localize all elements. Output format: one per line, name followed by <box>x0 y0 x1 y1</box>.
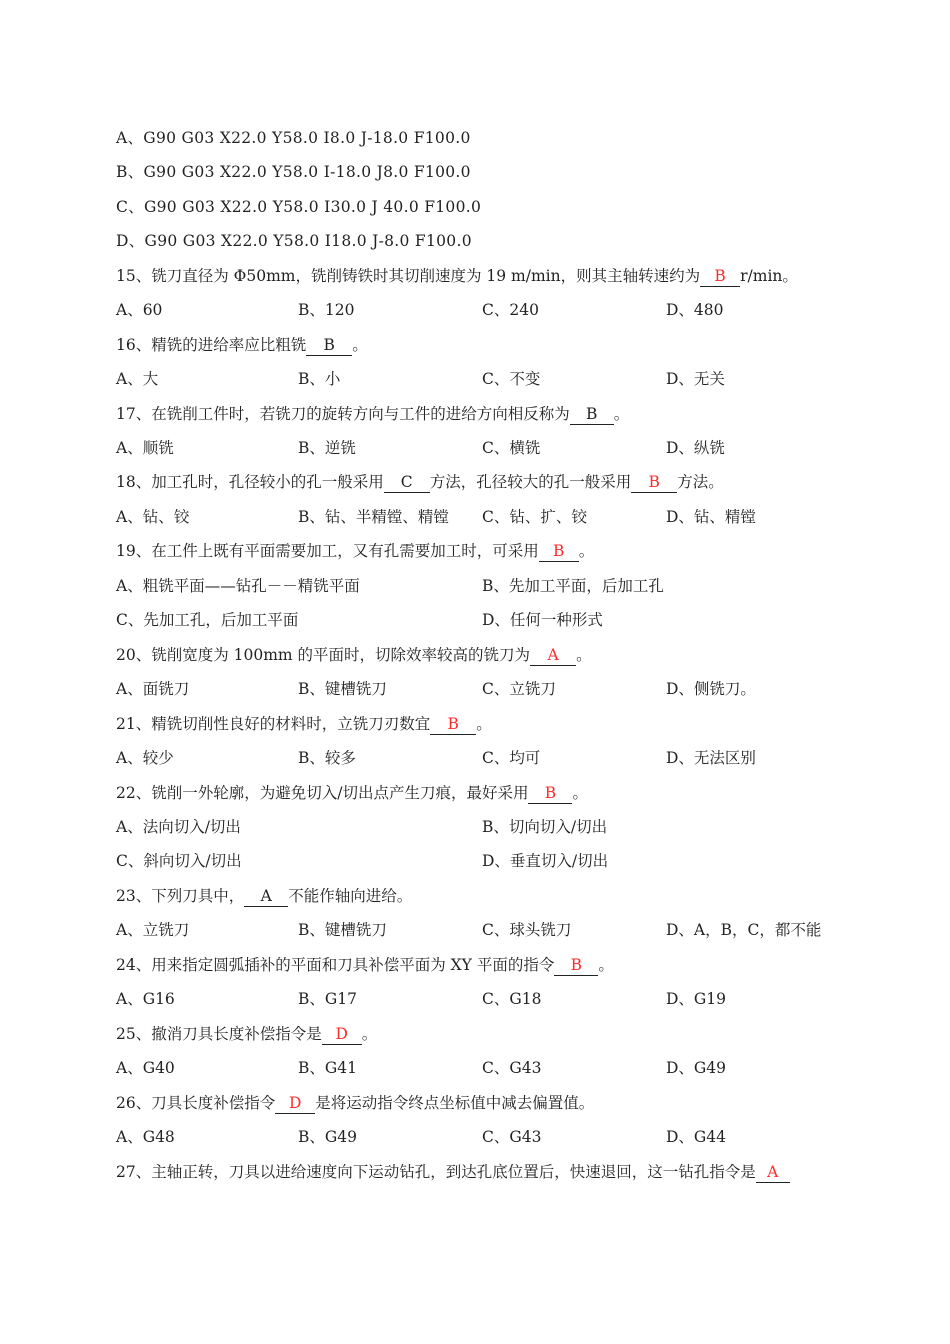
question-text: 22、铣削一外轮廓，为避免切入/切出点产生刀痕，最好采用 <box>116 784 529 802</box>
option-b: B、120 <box>298 301 355 319</box>
question-text: 16、精铣的进给率应比粗铣 <box>116 336 307 354</box>
question-text-end: 。 <box>613 405 630 423</box>
option-a: A、面铣刀 <box>116 680 190 698</box>
option-d: D、G19 <box>666 990 727 1008</box>
options-20 <box>116 677 876 701</box>
option-c: C、G18 <box>482 990 542 1008</box>
question-text-middle: 方法，孔径较大的孔一般采用 <box>429 473 632 491</box>
option-c: C、240 <box>482 301 539 319</box>
code-option-b: B、G90 G03 X22.0 Y58.0 I-18.0 J8.0 F100.0 <box>116 163 471 181</box>
options-24 <box>116 987 876 1011</box>
question-text-end: 。 <box>598 956 614 974</box>
question-15 <box>116 264 876 288</box>
question-23 <box>116 884 876 908</box>
answer-blank: D <box>275 1094 315 1114</box>
option-b: B、小 <box>298 370 341 388</box>
answer-blank: B <box>528 784 572 804</box>
question-text: 23、下列刀具中， <box>116 887 245 905</box>
question-text: 25、撤消刀具长度补偿指令是 <box>116 1025 322 1043</box>
option-a: A、大 <box>116 370 159 388</box>
question-18 <box>116 470 876 494</box>
answer-blank: B <box>554 956 598 976</box>
question-text-end: 。 <box>476 715 492 733</box>
question-text-end: 。 <box>576 646 592 664</box>
options-22-row2 <box>116 849 876 873</box>
answer-blank-2: B <box>631 473 677 493</box>
option-a: A、法向切入/切出 <box>116 818 241 836</box>
option-b: B、钻、半精镗、精镗 <box>298 508 449 526</box>
question-text-end: 方法。 <box>677 473 724 491</box>
option-a: A、钻、铰 <box>116 508 190 526</box>
question-text-end: 。 <box>578 542 595 560</box>
option-a: A、G16 <box>116 990 175 1008</box>
option-b: B、G41 <box>298 1059 357 1077</box>
option-c: C、立铣刀 <box>482 680 556 698</box>
question-24 <box>116 953 876 977</box>
options-17 <box>116 436 876 460</box>
answer-blank: B <box>539 542 579 562</box>
question-22 <box>116 781 876 805</box>
answer-blank: A <box>756 1163 790 1183</box>
option-b: B、键槽铣刀 <box>298 680 387 698</box>
question-27 <box>116 1160 836 1184</box>
option-b: B、切向切入/切出 <box>482 818 608 836</box>
question-text: 21、精铣切削性良好的材料时，立铣刀刃数宜 <box>116 715 431 733</box>
question-text: 27、主轴正转，刀具以进给速度向下运动钻孔，到达孔底位置后，快速退回，这一钻孔指令是 <box>116 1163 756 1181</box>
question-20 <box>116 643 876 667</box>
option-b: B、先加工平面，后加工孔 <box>482 577 664 595</box>
option-d: D、钻、精镗 <box>666 508 756 526</box>
question-text-end: 。 <box>572 784 588 802</box>
option-c: C、球头铣刀 <box>482 921 572 939</box>
question-text: 24、用来指定圆弧插补的平面和刀具补偿平面为 XY 平面的指令 <box>116 956 555 974</box>
option-b: B、逆铣 <box>298 439 356 457</box>
options-19-row2 <box>116 608 876 632</box>
option-a: A、60 <box>116 301 163 319</box>
option-a: A、G48 <box>116 1128 175 1146</box>
option-d: D、任何一种形式 <box>482 611 603 629</box>
option-c: C、斜向切入/切出 <box>116 852 242 870</box>
answer-blank: A <box>530 646 576 666</box>
option-c: C、钻、扩、铰 <box>482 508 587 526</box>
option-c: C、横铣 <box>482 439 541 457</box>
question-text: 19、在工件上既有平面需要加工，又有孔需要加工时，可采用 <box>116 542 539 560</box>
options-23 <box>116 918 876 942</box>
option-b: B、较多 <box>298 749 356 767</box>
option-c: C、均可 <box>482 749 541 767</box>
question-text-end: 。 <box>352 336 368 354</box>
option-d: D、无关 <box>666 370 725 388</box>
option-d: D、G44 <box>666 1128 727 1146</box>
answer-blank: B <box>430 715 476 735</box>
option-d: D、垂直切入/切出 <box>482 852 609 870</box>
options-22-row1 <box>116 815 876 839</box>
answer-blank: A <box>244 887 288 907</box>
options-15 <box>116 298 876 322</box>
code-option-c: C、G90 G03 X22.0 Y58.0 I30.0 J 40.0 F100.0 <box>116 198 482 216</box>
question-19 <box>116 539 876 563</box>
question-21 <box>116 712 876 736</box>
question-text: 26、刀具长度补偿指令 <box>116 1094 276 1112</box>
question-text-end: r/min。 <box>740 267 798 285</box>
question-26 <box>116 1091 876 1115</box>
question-text: 17、在铣削工件时，若铣刀的旋转方向与工件的进给方向相反称为 <box>116 405 570 423</box>
options-19-row1 <box>116 574 876 598</box>
option-c: C、不变 <box>482 370 541 388</box>
question-text: 15、铣刀直径为 Φ50mm，铣削铸铁时其切削速度为 19 m/min，则其主轴转速约为 <box>116 267 701 285</box>
answer-blank: D <box>322 1025 362 1045</box>
option-a: A、G40 <box>116 1059 175 1077</box>
option-d: D、侧铣刀。 <box>666 680 756 698</box>
option-a: A、顺铣 <box>116 439 174 457</box>
option-d: D、A，B，C，都不能 <box>666 921 822 939</box>
option-d: D、纵铣 <box>666 439 725 457</box>
options-21 <box>116 746 876 770</box>
options-26 <box>116 1125 876 1149</box>
code-option-d: D、G90 G03 X22.0 Y58.0 I18.0 J-8.0 F100.0 <box>116 232 472 250</box>
option-c: C、G43 <box>482 1128 542 1146</box>
answer-blank: B <box>700 267 740 287</box>
option-d: D、480 <box>666 301 724 319</box>
options-25 <box>116 1056 876 1080</box>
question-text-end: 是将运动指令终点坐标值中减去偏置值。 <box>315 1094 595 1112</box>
code-option-a: A、G90 G03 X22.0 Y58.0 I8.0 J-18.0 F100.0 <box>116 129 471 147</box>
answer-blank: B <box>570 405 614 425</box>
option-d: D、G49 <box>666 1059 727 1077</box>
question-text: 18、加工孔时，孔径较小的孔一般采用 <box>116 473 384 491</box>
answer-blank: B <box>306 336 352 356</box>
option-a: A、较少 <box>116 749 174 767</box>
options-16 <box>116 367 876 391</box>
options-18 <box>116 505 876 529</box>
option-d: D、无法区别 <box>666 749 756 767</box>
question-text: 20、铣削宽度为 100mm 的平面时，切除效率较高的铣刀为 <box>116 646 531 664</box>
option-b: B、G17 <box>298 990 357 1008</box>
question-text-end: 不能作轴向进给。 <box>288 887 413 905</box>
option-b: B、键槽铣刀 <box>298 921 387 939</box>
option-c: C、先加工孔，后加工平面 <box>116 611 299 629</box>
option-c: C、G43 <box>482 1059 542 1077</box>
option-a: A、立铣刀 <box>116 921 190 939</box>
question-17 <box>116 402 876 426</box>
option-a: A、粗铣平面——钻孔－－精铣平面 <box>116 577 360 595</box>
question-25 <box>116 1022 876 1046</box>
option-b: B、G49 <box>298 1128 357 1146</box>
question-16 <box>116 333 876 357</box>
question-text-end: 。 <box>361 1025 378 1043</box>
answer-blank-1: C <box>384 473 430 493</box>
